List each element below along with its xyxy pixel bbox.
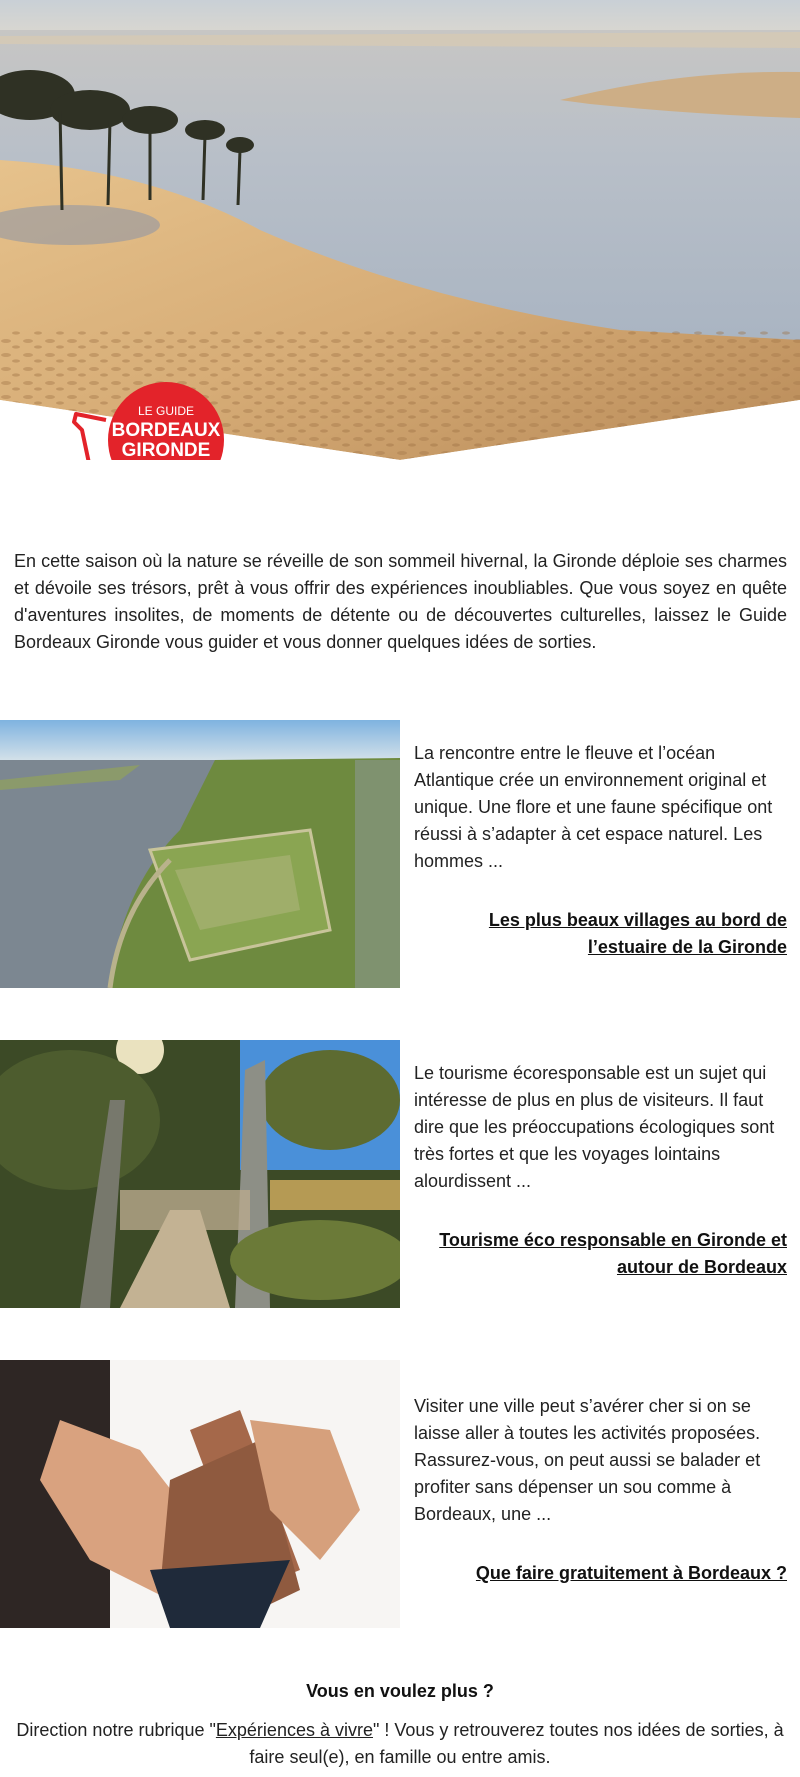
article-excerpt: Le tourisme écoresponsable est un sujet qui intéresse de plus en plus de visiteurs. Il faut dire que les préoccupations écologiques sont très fortes et que les voyages lointains alourdissent ... [414, 1063, 775, 1191]
article-card-estuaire [0, 720, 800, 988]
logo-line3: GIRONDE [121, 440, 211, 461]
article-image-wallet[interactable] [0, 1360, 400, 1628]
experiences-link[interactable]: Expériences à vivre [215, 1720, 373, 1740]
intro-paragraph: En cette saison où la nature se réveille de son sommeil hivernal, la Gironde déploie ses charmes et dévoile ses trésors, prêt à vous offrir des expériences inoubliables. Que vous soyez en quête d'aventures insolites, de moments de détente ou de découvertes culturelles, laissez le Guide Bordeaux Gironde vous guider et vous donner quelques idées de sorties. [14, 551, 787, 652]
logo-line2: BORDEAUX [111, 420, 221, 441]
logo-line1: LE GUIDE [137, 404, 195, 418]
article-card-eco-tourisme [0, 1040, 800, 1308]
footer-text-suffix: " ! Vous y retrouverez toutes nos idées de sorties, à faire seul(e), en famille ou entre amis. [249, 1720, 784, 1767]
article-image-eco-tourisme[interactable] [0, 1040, 400, 1308]
footer-title: Vous en voulez plus ? [306, 1681, 494, 1701]
article-link-estuaire[interactable]: Les plus beaux villages au bord de l’estuaire de la Gironde [488, 910, 787, 957]
article-link-gratuit[interactable]: Que faire gratuitement à Bordeaux ? [475, 1563, 787, 1583]
footer-text-prefix: Direction notre rubrique " [16, 1720, 216, 1740]
article-link-eco-tourisme[interactable]: Tourisme éco responsable en Gironde et autour de Bordeaux [439, 1230, 787, 1277]
guide-bordeaux-gironde-logo[interactable]: LE GUIDE BORDEAUX GIRONDE .com [68, 380, 228, 460]
article-excerpt: La rencontre entre le fleuve et l’océan Atlantique crée un environnement original et unique. Une flore et une faune spécifique ont réussi à s’adapter à cet espace naturel. Les hommes ... [414, 743, 773, 871]
article-excerpt: Visiter une ville peut s’avérer cher si on se laisse aller à toutes les activités proposées. Rassurez-vous, on peut aussi se balader et profiter sans dépenser un sou comme à Bordeaux, une ... [414, 1396, 761, 1524]
footer-text [16, 1717, 784, 1771]
article-card-gratuit [0, 1360, 800, 1628]
article-image-estuaire[interactable] [0, 720, 400, 988]
hero-banner [0, 0, 800, 477]
